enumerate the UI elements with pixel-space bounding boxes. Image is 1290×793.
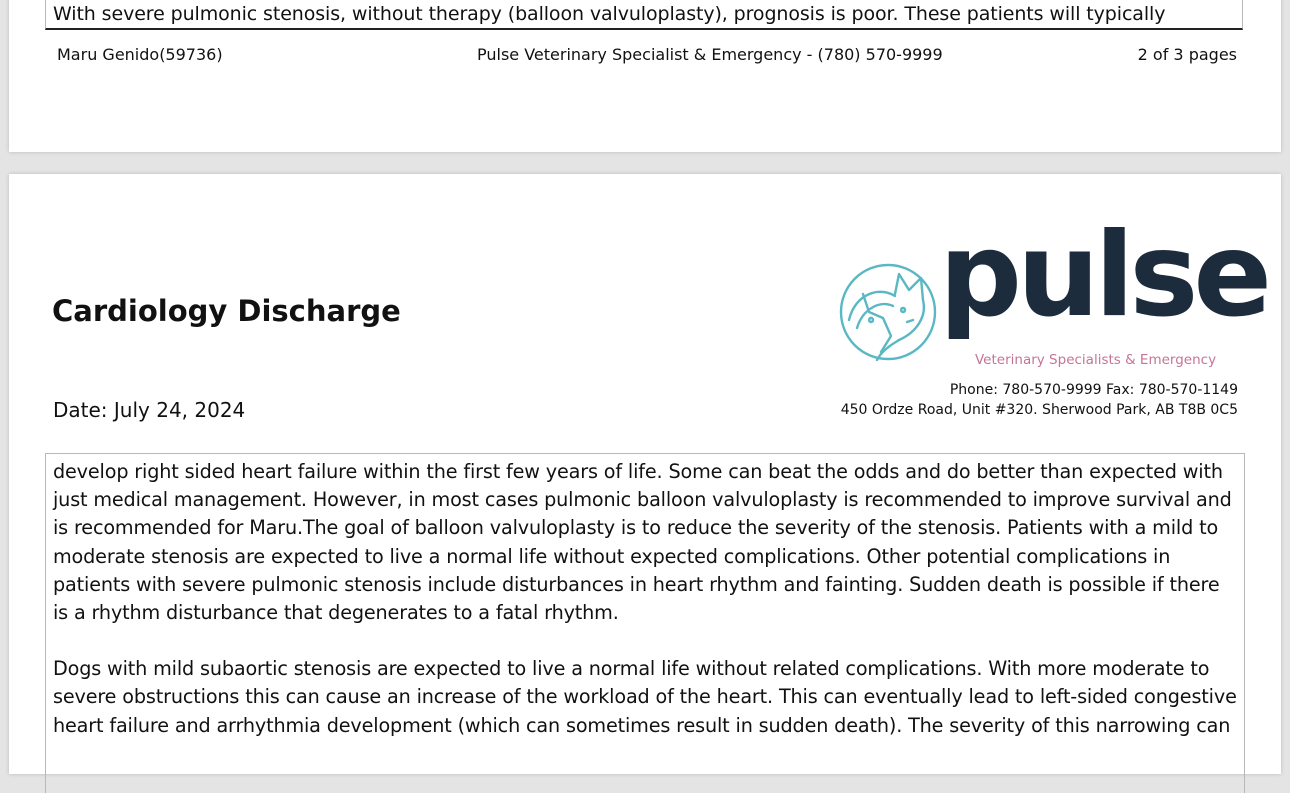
current-page (9, 174, 1281, 774)
footer-clinic: Pulse Veterinary Specialist & Emergency - (780) 570-9999 (477, 45, 943, 64)
previous-page-text-box (45, 0, 1243, 30)
logo-tagline: Veterinary Specialists & Emergency (975, 352, 1217, 368)
previous-page (9, 0, 1281, 152)
pet-heart-logo-icon (833, 260, 943, 364)
body-paragraph: Dogs with mild subaortic stenosis are expected to live a normal life without related complications. With more moderate to severe obstructions this can cause an increase of the workload of the heart. This can eventually lead to left-sided congestive heart failure and arrhythmia development (which can sometimes result in sudden death). The severity of this narrowing can (53, 657, 1237, 737)
discharge-body (45, 453, 1245, 793)
contact-phone-fax: Phone: 780-570-9999 Fax: 780-570-1149 (949, 382, 1238, 398)
document-date: Date: July 24, 2024 (53, 398, 246, 422)
contact-address: 450 Ordze Road, Unit #320. Sherwood Park, AB T8B 0C5 (840, 402, 1238, 418)
logo-wordmark: pulse (939, 208, 1268, 343)
pulse-logo (833, 208, 1268, 368)
body-paragraph: develop right sided heart failure within the first few years of life. Some can beat the odds and do better than expected with just medical management. However, in most cases pulmonic balloon valvuloplasty is recommended to improve survival and is recommended for Maru.The goal of balloon valvuloplasty is to reduce the severity of the stenosis. Patients with a mild to moderate stenosis are expected to live a normal life without expected complications. Other potential complications in patients with severe pulmonic stenosis include disturbances in heart rhythm and fainting. Sudden death is possible if there is a rhythm disturbance that degenerates to a fatal rhythm. (53, 460, 1232, 625)
previous-page-last-line: With severe pulmonic stenosis, without therapy (balloon valvuloplasty), prognosis is poor. These patients will typically (53, 3, 1166, 25)
document-title: Cardiology Discharge (52, 294, 401, 328)
footer-page-count: 2 of 3 pages (1137, 45, 1237, 64)
footer-patient: Maru Genido(59736) (57, 45, 223, 64)
